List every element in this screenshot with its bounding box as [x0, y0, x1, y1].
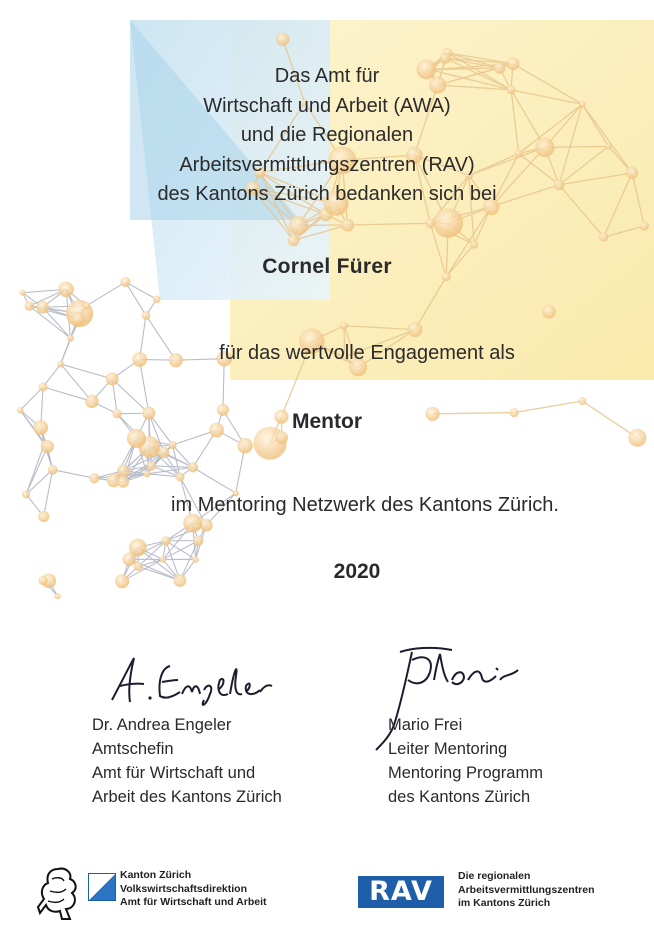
globe-node — [58, 282, 74, 298]
globe-node — [117, 464, 130, 477]
intro-line: Wirtschaft und Arbeit (AWA) — [203, 94, 451, 117]
kanton-footer-text — [120, 869, 267, 910]
globe-node — [25, 301, 35, 311]
globe-node — [55, 593, 61, 599]
network-node — [640, 221, 649, 230]
globe-node — [118, 476, 129, 487]
rav-logo: RAV — [358, 876, 444, 908]
role-title: Mentor — [292, 410, 362, 433]
globe-node — [83, 302, 90, 309]
network-node — [470, 240, 478, 248]
award-year: 2020 — [333, 560, 381, 583]
network-node — [578, 397, 586, 405]
signature-engeler — [100, 650, 280, 710]
footer-line: Amt für Wirtschaft und Arbeit — [120, 896, 267, 908]
engagement-text: für das wertvolle Engagement als — [219, 342, 515, 364]
globe-node — [72, 312, 85, 325]
signer-line: Amt für Wirtschaft und — [92, 764, 256, 782]
network-node — [542, 305, 556, 319]
globe-node — [89, 473, 99, 483]
intro-line: des Kantons Zürich bedanken sich bei — [157, 183, 497, 205]
globe-node — [147, 461, 157, 471]
globe-node — [143, 470, 150, 477]
network-node — [341, 218, 354, 231]
network-text: im Mentoring Netzwerk des Kantons Zürich. — [171, 494, 559, 516]
signer-line: Amtschefin — [92, 740, 174, 758]
recipient-name: Cornel Fürer — [262, 255, 392, 278]
footer-line: im Kantons Zürich — [458, 897, 551, 909]
network-node — [425, 218, 435, 228]
globe-node — [106, 372, 119, 385]
zurich-flag-icon — [88, 873, 116, 901]
signer-line: Arbeit des Kantons Zürich — [92, 788, 282, 806]
globe-node — [19, 290, 25, 296]
globe-node — [67, 335, 74, 342]
rav-footer-text — [458, 870, 595, 911]
signer-line: Dr. Andrea Engeler — [92, 716, 232, 734]
network-node — [288, 234, 300, 246]
signer-line: des Kantons Zürich — [388, 788, 531, 806]
globe-node — [48, 465, 58, 475]
globe-node — [188, 462, 198, 472]
intro-text — [0, 62, 654, 210]
network-node — [599, 232, 608, 241]
globe-node — [39, 382, 48, 391]
intro-line: Das Amt für — [274, 65, 380, 87]
globe-node — [176, 472, 185, 481]
network-node — [407, 322, 422, 337]
network-node — [276, 32, 290, 46]
signer-line: Leiter Mentoring — [388, 740, 508, 758]
network-node — [434, 208, 463, 237]
globe-node — [161, 536, 170, 545]
footer-line: Volkswirtschaftsdirektion — [120, 882, 248, 895]
footer-line: Arbeitsvermittlungszentren — [458, 883, 595, 896]
globe-node — [193, 535, 203, 545]
signer-frei — [388, 713, 543, 809]
globe-node — [22, 490, 30, 498]
globe-node — [237, 438, 252, 453]
globe-node — [142, 311, 151, 320]
globe-node — [85, 395, 99, 409]
signer-line: Mario Frei — [388, 716, 463, 734]
signer-line: Mentoring Programm — [388, 764, 543, 782]
zurich-lion-icon — [36, 863, 80, 921]
intro-line: Arbeitsvermittlungszentren (RAV) — [179, 153, 475, 176]
globe-node — [41, 440, 54, 453]
globe-node — [168, 441, 176, 449]
signer-engeler — [92, 713, 282, 809]
globe-node — [153, 295, 161, 303]
intro-line: und die Regionalen — [240, 124, 414, 146]
footer-line: Kanton Zürich — [120, 869, 192, 881]
network-node — [340, 322, 348, 330]
globe-node — [36, 301, 49, 314]
footer-line: Die regionalen — [458, 870, 531, 882]
network-node — [289, 216, 308, 235]
